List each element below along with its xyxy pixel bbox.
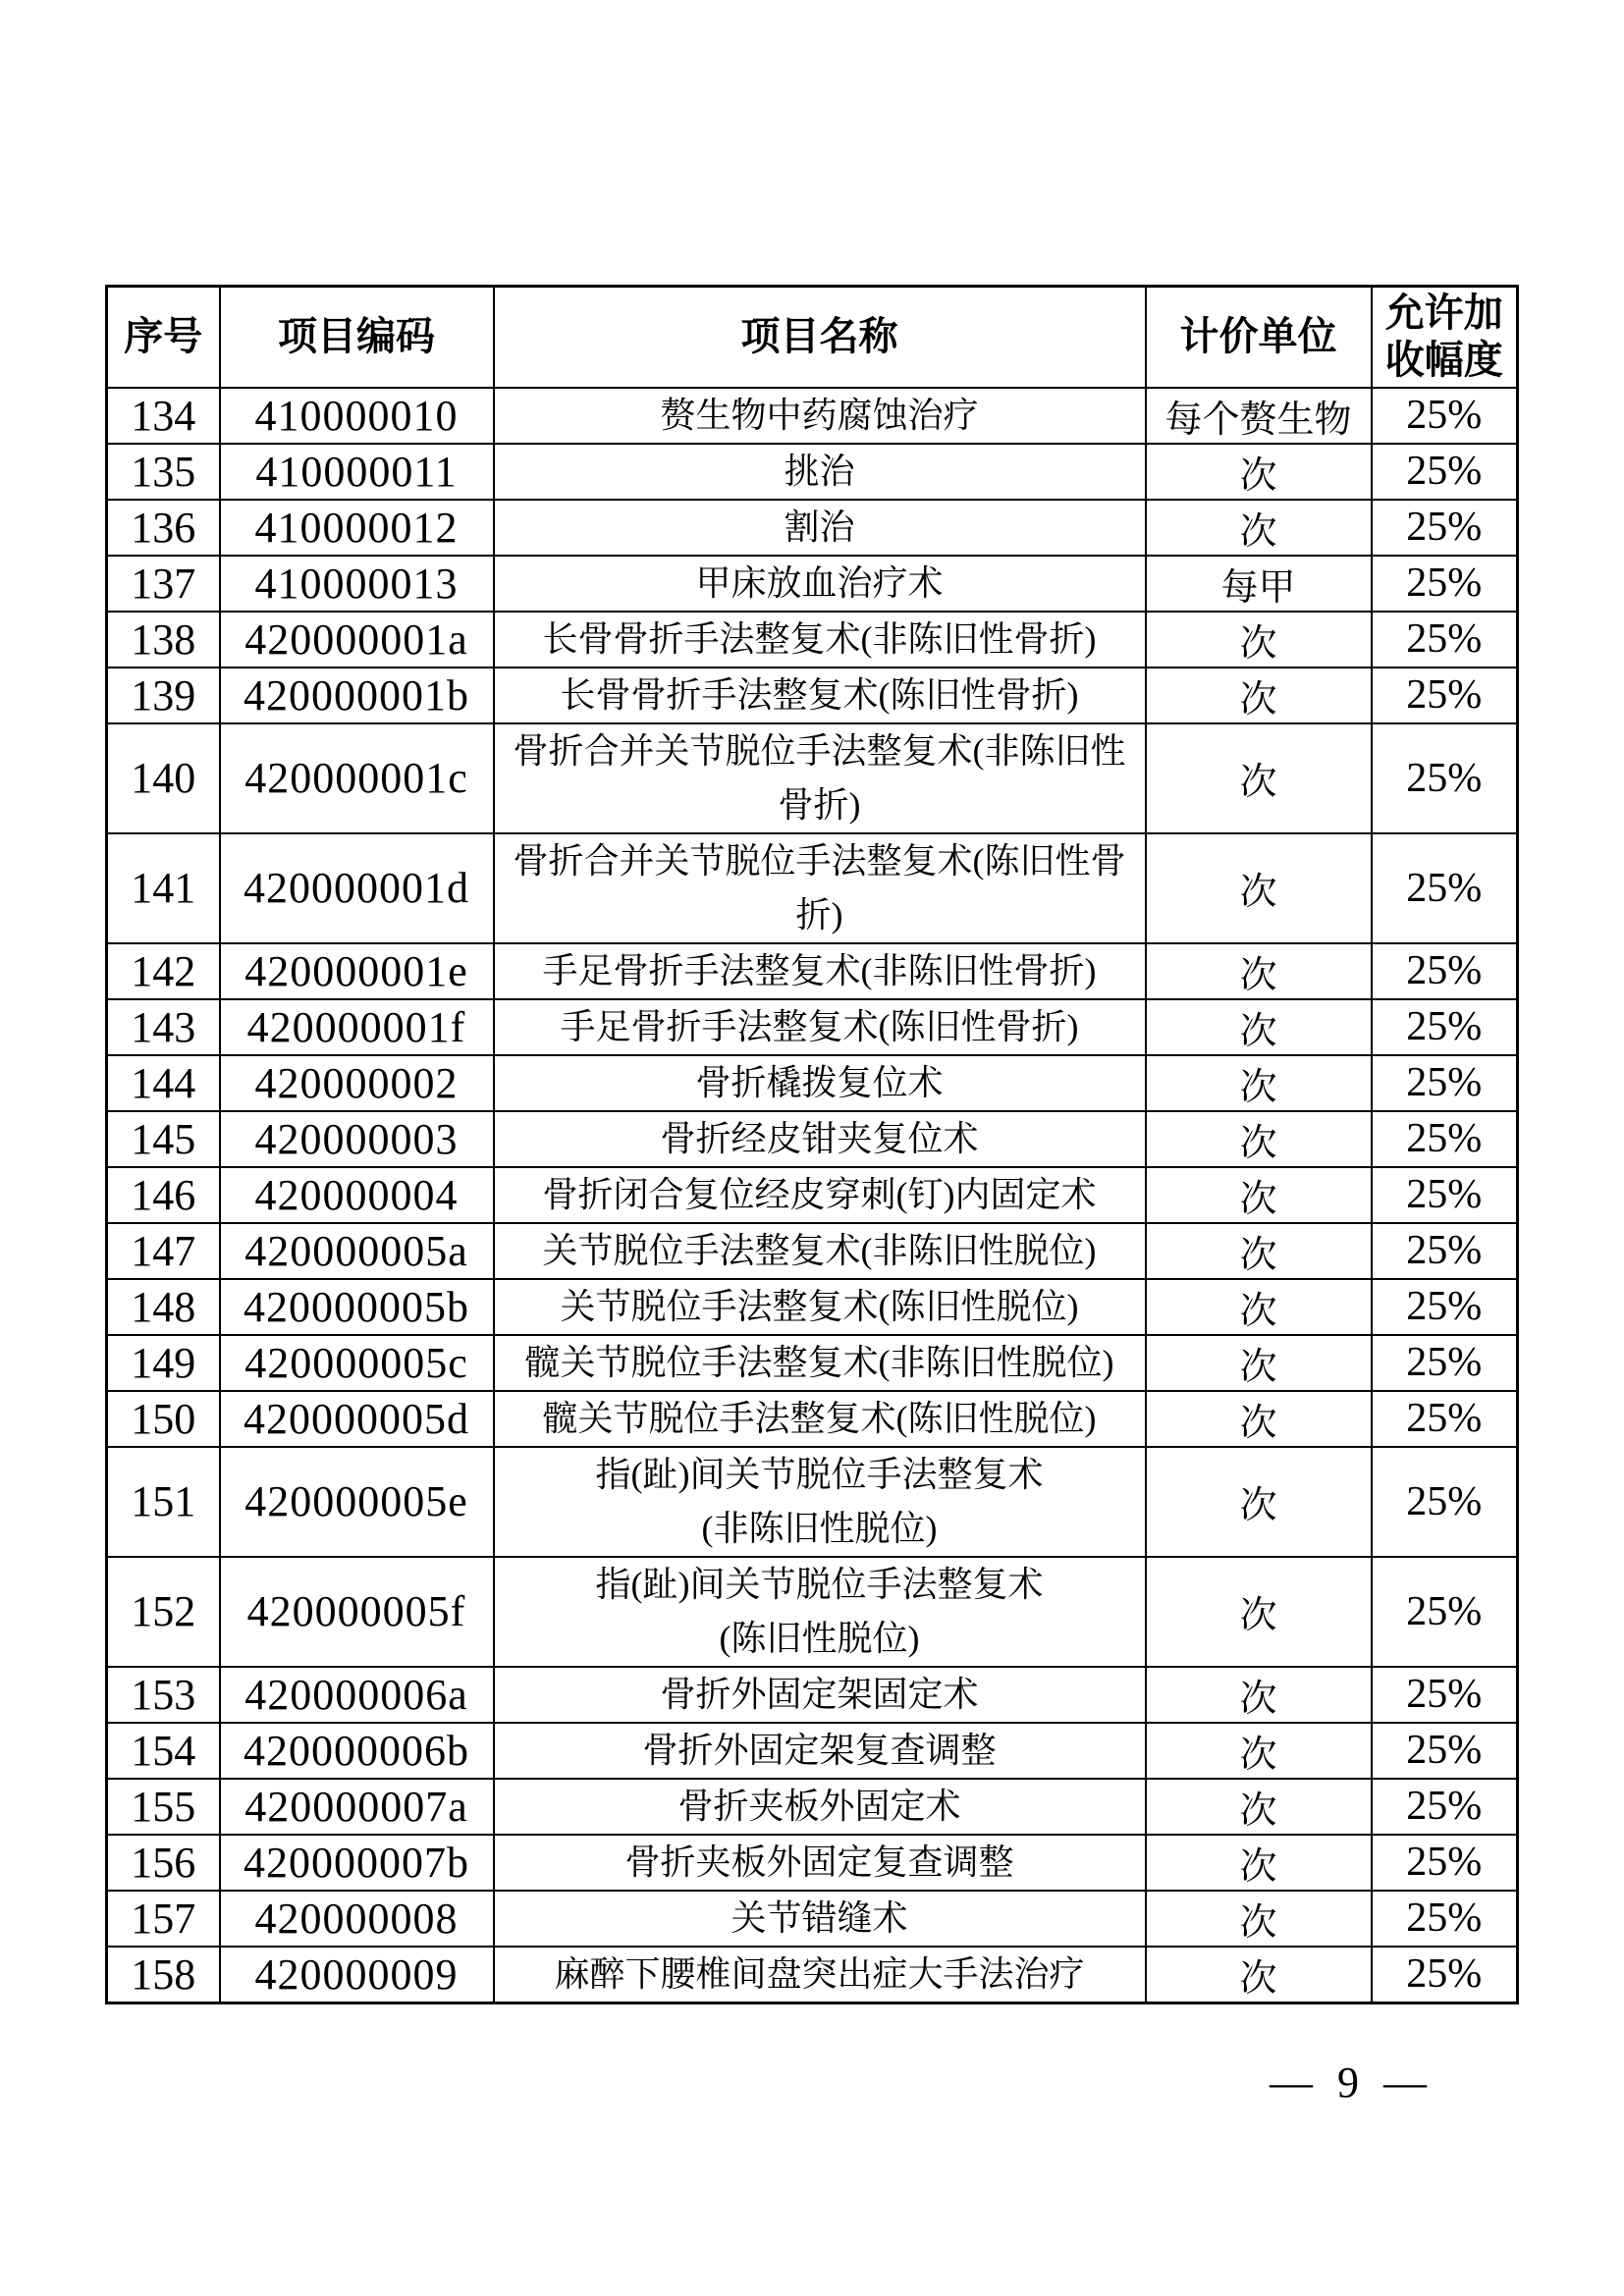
cell-surcharge: 25%	[1372, 1947, 1518, 2003]
cell-code: 420000007b	[220, 1835, 494, 1891]
table-row	[107, 1723, 1518, 1779]
cell-code: 420000001b	[220, 667, 494, 723]
cell-serial: 147	[107, 1223, 220, 1279]
table-row	[107, 1223, 1518, 1279]
cell-name: 骨折夹板外固定术	[494, 1779, 1146, 1835]
cell-name: 骨折夹板外固定复查调整	[494, 1835, 1146, 1891]
cell-name: 骨折合并关节脱位手法整复术(陈旧性骨 折)	[494, 833, 1146, 943]
cell-serial: 155	[107, 1779, 220, 1835]
cell-serial: 152	[107, 1557, 220, 1667]
cell-code: 420000001f	[220, 999, 494, 1055]
cell-code: 420000001e	[220, 943, 494, 999]
cell-unit: 次	[1146, 444, 1372, 500]
table-row	[107, 1557, 1518, 1667]
cell-name: 指(趾)间关节脱位手法整复术 (陈旧性脱位)	[494, 1557, 1146, 1667]
cell-surcharge: 25%	[1372, 1391, 1518, 1447]
cell-name: 关节错缝术	[494, 1891, 1146, 1947]
cell-serial: 140	[107, 723, 220, 833]
cell-code: 420000005a	[220, 1223, 494, 1279]
cell-unit: 次	[1146, 667, 1372, 723]
cell-name: 骨折经皮钳夹复位术	[494, 1111, 1146, 1167]
header-unit: 计价单位	[1146, 287, 1372, 388]
cell-serial: 149	[107, 1335, 220, 1391]
table-header-row	[107, 287, 1518, 388]
cell-unit: 次	[1146, 833, 1372, 943]
cell-unit: 次	[1146, 943, 1372, 999]
cell-code: 420000005b	[220, 1279, 494, 1335]
cell-surcharge: 25%	[1372, 1447, 1518, 1557]
cell-surcharge: 25%	[1372, 833, 1518, 943]
cell-unit: 次	[1146, 1947, 1372, 2003]
cell-unit: 次	[1146, 1891, 1372, 1947]
cell-serial: 153	[107, 1667, 220, 1723]
cell-code: 420000002	[220, 1055, 494, 1111]
table-row	[107, 833, 1518, 943]
header-serial: 序号	[107, 287, 220, 388]
cell-serial: 142	[107, 943, 220, 999]
cell-surcharge: 25%	[1372, 1055, 1518, 1111]
cell-serial: 143	[107, 999, 220, 1055]
cell-code: 410000013	[220, 556, 494, 612]
table-row	[107, 1779, 1518, 1835]
cell-surcharge: 25%	[1372, 1111, 1518, 1167]
cell-name: 髋关节脱位手法整复术(陈旧性脱位)	[494, 1391, 1146, 1447]
cell-code: 410000011	[220, 444, 494, 500]
cell-surcharge: 25%	[1372, 500, 1518, 556]
cell-code: 410000010	[220, 388, 494, 444]
cell-code: 420000005d	[220, 1391, 494, 1447]
cell-name: 长骨骨折手法整复术(非陈旧性骨折)	[494, 612, 1146, 667]
header-surcharge: 允许加 收幅度	[1372, 287, 1518, 388]
cell-name: 手足骨折手法整复术(陈旧性骨折)	[494, 999, 1146, 1055]
table-row	[107, 1835, 1518, 1891]
cell-serial: 148	[107, 1279, 220, 1335]
cell-surcharge: 25%	[1372, 444, 1518, 500]
cell-name: 麻醉下腰椎间盘突出症大手法治疗	[494, 1947, 1146, 2003]
cell-surcharge: 25%	[1372, 1891, 1518, 1947]
cell-serial: 146	[107, 1167, 220, 1223]
cell-serial: 154	[107, 1723, 220, 1779]
cell-unit: 次	[1146, 723, 1372, 833]
cell-name: 赘生物中药腐蚀治疗	[494, 388, 1146, 444]
table-row	[107, 999, 1518, 1055]
table-row	[107, 1111, 1518, 1167]
page-number: — 9 —	[1270, 2058, 1427, 2107]
cell-name: 挑治	[494, 444, 1146, 500]
cell-unit: 次	[1146, 1055, 1372, 1111]
cell-surcharge: 25%	[1372, 1779, 1518, 1835]
cell-code: 420000001c	[220, 723, 494, 833]
cell-unit: 次	[1146, 999, 1372, 1055]
table-row	[107, 388, 1518, 444]
cell-serial: 138	[107, 612, 220, 667]
cell-code: 420000009	[220, 1947, 494, 2003]
cell-serial: 156	[107, 1835, 220, 1891]
cell-unit: 次	[1146, 1391, 1372, 1447]
cell-serial: 139	[107, 667, 220, 723]
table-row	[107, 1167, 1518, 1223]
cell-serial: 134	[107, 388, 220, 444]
cell-unit: 次	[1146, 1723, 1372, 1779]
cell-surcharge: 25%	[1372, 1279, 1518, 1335]
cell-serial: 145	[107, 1111, 220, 1167]
cell-surcharge: 25%	[1372, 1167, 1518, 1223]
table-row	[107, 1335, 1518, 1391]
cell-surcharge: 25%	[1372, 667, 1518, 723]
cell-code: 420000008	[220, 1891, 494, 1947]
cell-name: 关节脱位手法整复术(陈旧性脱位)	[494, 1279, 1146, 1335]
cell-code: 420000006a	[220, 1667, 494, 1723]
cell-code: 420000001d	[220, 833, 494, 943]
table-row	[107, 444, 1518, 500]
cell-surcharge: 25%	[1372, 1667, 1518, 1723]
cell-surcharge: 25%	[1372, 1335, 1518, 1391]
cell-name: 手足骨折手法整复术(非陈旧性骨折)	[494, 943, 1146, 999]
table-row	[107, 1947, 1518, 2003]
cell-code: 420000004	[220, 1167, 494, 1223]
cell-serial: 144	[107, 1055, 220, 1111]
cell-serial: 135	[107, 444, 220, 500]
cell-surcharge: 25%	[1372, 1723, 1518, 1779]
table-row	[107, 500, 1518, 556]
cell-name: 骨折外固定架复查调整	[494, 1723, 1146, 1779]
cell-surcharge: 25%	[1372, 999, 1518, 1055]
cell-surcharge: 25%	[1372, 556, 1518, 612]
cell-surcharge: 25%	[1372, 1835, 1518, 1891]
header-code: 项目编码	[220, 287, 494, 388]
table-row	[107, 723, 1518, 833]
table-row	[107, 1667, 1518, 1723]
cell-name: 骨折闭合复位经皮穿刺(钉)内固定术	[494, 1167, 1146, 1223]
cell-unit: 次	[1146, 1447, 1372, 1557]
cell-surcharge: 25%	[1372, 612, 1518, 667]
cell-serial: 136	[107, 500, 220, 556]
cell-unit: 次	[1146, 1335, 1372, 1391]
cell-unit: 次	[1146, 1223, 1372, 1279]
cell-unit: 次	[1146, 500, 1372, 556]
cell-surcharge: 25%	[1372, 943, 1518, 999]
cell-code: 420000005c	[220, 1335, 494, 1391]
header-name: 项目名称	[494, 287, 1146, 388]
cell-name: 骨折合并关节脱位手法整复术(非陈旧性 骨折)	[494, 723, 1146, 833]
cell-serial: 141	[107, 833, 220, 943]
cell-code: 420000005e	[220, 1447, 494, 1557]
cell-code: 420000003	[220, 1111, 494, 1167]
cell-name: 关节脱位手法整复术(非陈旧性脱位)	[494, 1223, 1146, 1279]
table-row	[107, 1055, 1518, 1111]
cell-serial: 150	[107, 1391, 220, 1447]
table-row	[107, 943, 1518, 999]
cell-name: 甲床放血治疗术	[494, 556, 1146, 612]
cell-surcharge: 25%	[1372, 388, 1518, 444]
cell-unit: 次	[1146, 1667, 1372, 1723]
cell-unit: 次	[1146, 1835, 1372, 1891]
table-row	[107, 1447, 1518, 1557]
cell-code: 420000006b	[220, 1723, 494, 1779]
table-row	[107, 667, 1518, 723]
cell-code: 420000005f	[220, 1557, 494, 1667]
cell-serial: 151	[107, 1447, 220, 1557]
cell-name: 长骨骨折手法整复术(陈旧性骨折)	[494, 667, 1146, 723]
table-row	[107, 1391, 1518, 1447]
cell-unit: 次	[1146, 1167, 1372, 1223]
cell-name: 髋关节脱位手法整复术(非陈旧性脱位)	[494, 1335, 1146, 1391]
cell-serial: 137	[107, 556, 220, 612]
cell-unit: 次	[1146, 1779, 1372, 1835]
cell-code: 420000007a	[220, 1779, 494, 1835]
medical-fee-table	[105, 285, 1519, 2004]
cell-name: 骨折橇拨复位术	[494, 1055, 1146, 1111]
table-row	[107, 1279, 1518, 1335]
table-row	[107, 556, 1518, 612]
cell-name: 指(趾)间关节脱位手法整复术 (非陈旧性脱位)	[494, 1447, 1146, 1557]
cell-surcharge: 25%	[1372, 1557, 1518, 1667]
cell-serial: 157	[107, 1891, 220, 1947]
cell-name: 骨折外固定架固定术	[494, 1667, 1146, 1723]
cell-unit: 次	[1146, 612, 1372, 667]
table-row	[107, 1891, 1518, 1947]
cell-unit: 次	[1146, 1279, 1372, 1335]
table-body	[107, 388, 1518, 2003]
cell-unit: 每个赘生物	[1146, 388, 1372, 444]
cell-serial: 158	[107, 1947, 220, 2003]
cell-unit: 次	[1146, 1557, 1372, 1667]
cell-surcharge: 25%	[1372, 723, 1518, 833]
cell-surcharge: 25%	[1372, 1223, 1518, 1279]
table-row	[107, 612, 1518, 667]
cell-unit: 次	[1146, 1111, 1372, 1167]
cell-code: 420000001a	[220, 612, 494, 667]
cell-unit: 每甲	[1146, 556, 1372, 612]
cell-name: 割治	[494, 500, 1146, 556]
cell-code: 410000012	[220, 500, 494, 556]
